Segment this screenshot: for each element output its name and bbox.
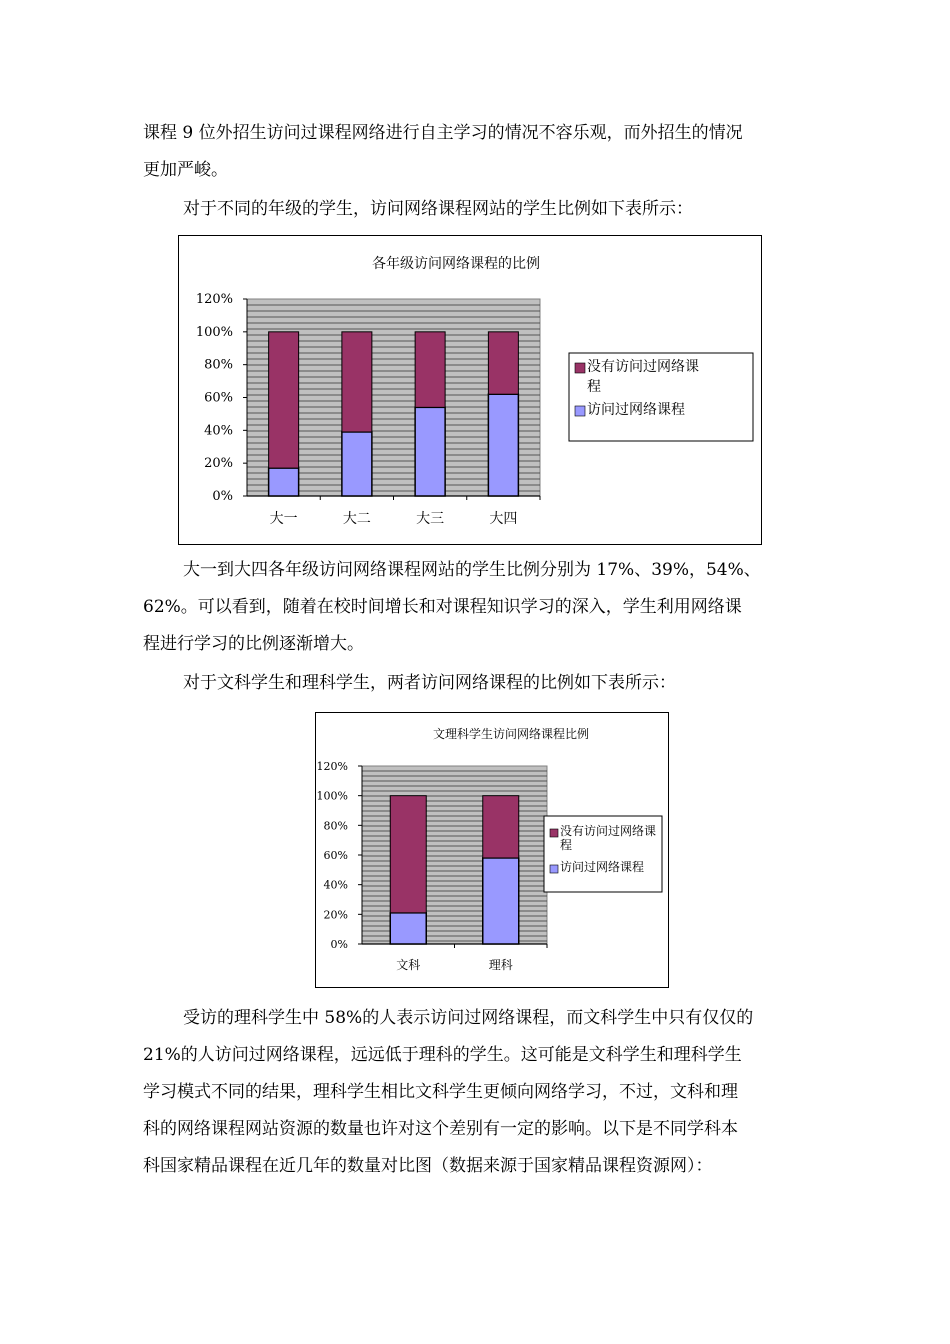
paragraph-line: 学习模式不同的结果，理科学生相比文科学生更倾向网络学习，不过，文科和理 [143, 1082, 738, 1102]
y-tick-label: 100% [316, 789, 348, 803]
x-tick-label: 文科 [396, 958, 421, 972]
y-tick-label: 20% [323, 908, 348, 922]
paragraph-line: 62%。可以看到，随着在校时间增长和对课程知识学习的深入，学生利用网络课 [143, 597, 742, 617]
legend-swatch-not-visited [575, 363, 585, 373]
legend-label-not-visited-cont: 程 [587, 379, 601, 395]
paragraph-line: 受访的理科学生中 58%的人表示访问过网络课程，而文科学生中只有仅仅的 [183, 1008, 754, 1028]
legend-label-not-visited-cont: 程 [560, 838, 573, 852]
bar-segment [390, 796, 426, 913]
y-tick-label: 100% [195, 324, 233, 340]
legend-swatch-visited [550, 865, 558, 873]
paragraph-line: 大一到大四各年级访问网络课程网站的学生比例分别为 17%、39%，54%、 [183, 560, 761, 580]
x-tick-label: 大三 [416, 511, 445, 527]
y-tick-label: 60% [323, 849, 348, 862]
x-tick-label: 理科 [488, 958, 513, 972]
bar-segment [415, 407, 445, 496]
paragraph-line: 课程 9 位外招生访问过课程网络进行自主学习的情况不容乐观，而外招生的情况 [143, 123, 743, 143]
grade-chart [179, 236, 761, 544]
chart-title: 各年级访问网络课程的比例 [372, 256, 540, 272]
paragraph-line: 科国家精品课程在近几年的数量对比图（数据来源于国家精品课程资源网）： [143, 1156, 713, 1176]
major-chart [316, 713, 668, 987]
bar-segment [342, 332, 372, 432]
y-tick-label: 120% [195, 292, 233, 307]
y-tick-label: 80% [323, 819, 348, 833]
paragraph-line: 科的网络课程网站资源的数量也许对这个差别有一定的影响。以下是不同学科本 [143, 1119, 738, 1139]
bar-segment [483, 796, 519, 858]
bar-segment [390, 913, 426, 944]
legend-label-not-visited: 没有访问过网络课 [560, 824, 657, 838]
chart-title: 文理科学生访问网络课程比例 [432, 727, 590, 741]
y-tick-label: 120% [316, 760, 348, 773]
x-tick-label: 大一 [269, 511, 298, 527]
y-tick-label: 40% [204, 423, 233, 439]
y-tick-label: 0% [330, 938, 348, 951]
bar-segment [483, 858, 519, 944]
bar-segment [488, 332, 518, 394]
bar-segment [488, 394, 518, 496]
paragraph-intro-major-chart: 对于文科学生和理科学生，两者访问网络课程的比例如下表所示： [183, 673, 676, 693]
legend-label-visited: 访问过网络课程 [560, 860, 645, 874]
bar-segment [269, 468, 299, 496]
legend-swatch-visited [575, 406, 585, 416]
legend-label-not-visited: 没有访问过网络课 [587, 359, 699, 375]
paragraph-intro-grade-chart: 对于不同的年级的学生，访问网络课程网站的学生比例如下表所示： [183, 199, 693, 219]
bar-segment [415, 332, 445, 408]
paragraph-line: 程进行学习的比例逐渐增大。 [143, 634, 364, 654]
y-tick-label: 40% [323, 878, 348, 892]
paragraph-line: 21%的人访问过网络课程，远远低于理科的学生。这可能是文科学生和理科学生 [143, 1045, 742, 1065]
y-tick-label: 60% [204, 390, 233, 406]
legend-label-visited: 访问过网络课程 [587, 402, 685, 418]
y-tick-label: 0% [212, 489, 233, 504]
x-tick-label: 大四 [489, 511, 518, 527]
y-tick-label: 80% [204, 357, 233, 373]
grade-chart-frame [178, 235, 762, 545]
x-tick-label: 大二 [342, 511, 371, 527]
y-tick-label: 20% [204, 456, 233, 472]
bar-segment [342, 432, 372, 496]
paragraph-line: 更加严峻。 [143, 160, 228, 180]
major-chart-frame [315, 712, 669, 988]
legend-swatch-not-visited [550, 829, 558, 837]
bar-segment [269, 332, 299, 468]
